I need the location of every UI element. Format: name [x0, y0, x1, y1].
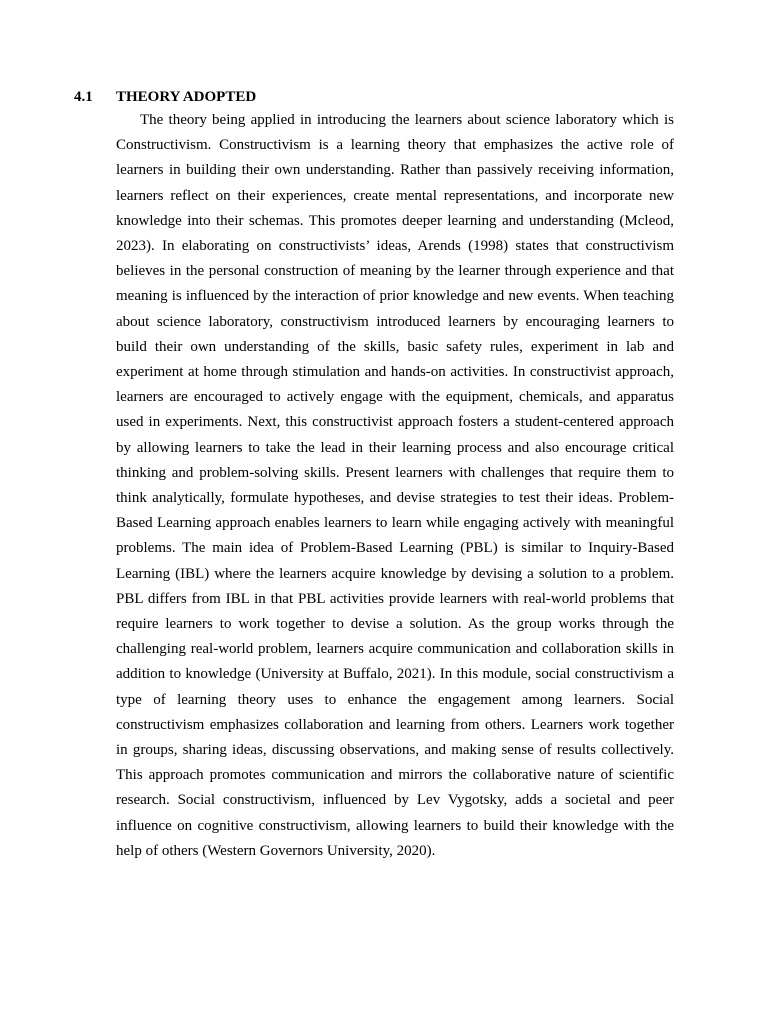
body-paragraph: The theory being applied in introducing the learners about science laboratory which is Constructivism. Constructivism is a learning theory that emphasizes the active role of learners in building their own understanding. Rather than passively receiving information, learners reflect on their experiences, create mental representations, and incorporate new knowledge into their schemas. This promotes deeper learning and understanding (Mcleod, 2023). In elaborating on constructivists’ ideas, Arends (1998) states that constructivism believes in the personal construction of meaning by the learner through experience and that meaning is influenced by the interaction of prior knowledge and new events. When teaching about science laboratory, constructivism introduced learners by encouraging learners to build their own understanding of the skills, basic safety rules, experiment in lab and experiment at home through stimulation and hands-on activities. In constructivist approach, learners are encouraged to actively engage with the equipment, chemicals, and apparatus used in experiments. Next, this constructivist approach fosters a student-centered approach by allowing learners to take the lead in their learning process and also encourage critical thinking and problem-solving skills. Present learners with challenges that require them to think analytically, formulate hypotheses, and devise strategies to test their ideas. Problem-Based Learning approach enables learners to learn while engaging actively with meaningful problems. The main idea of Problem-Based Learning (PBL) is similar to Inquiry-Based Learning (IBL) where the learners acquire knowledge by devising a solution to a problem. PBL differs from IBL in that PBL activities provide learners with real-world problems that require learners to work together to devise a solution. As the group works through the challenging real-world problem, learners acquire communication and collaboration skills in addition to knowledge (University at Buffalo, 2021). In this module, social constructivism a type of learning theory uses to enhance the engagement among learners. Social constructivism emphasizes collaboration and learning from others. Learners work together in groups, sharing ideas, discussing observations, and making sense of results collectively. This approach promotes communication and mirrors the collaborative nature of scientific research. Social constructivism, influenced by Lev Vygotsky, adds a societal and peer influence on cognitive constructivism, allowing learners to build their knowledge with the help of others (Western Governors University, 2020). [116, 112, 674, 859]
section-number: 4.1 [74, 89, 93, 105]
section-heading [74, 88, 674, 106]
section-title: THEORY ADOPTED [116, 89, 257, 105]
